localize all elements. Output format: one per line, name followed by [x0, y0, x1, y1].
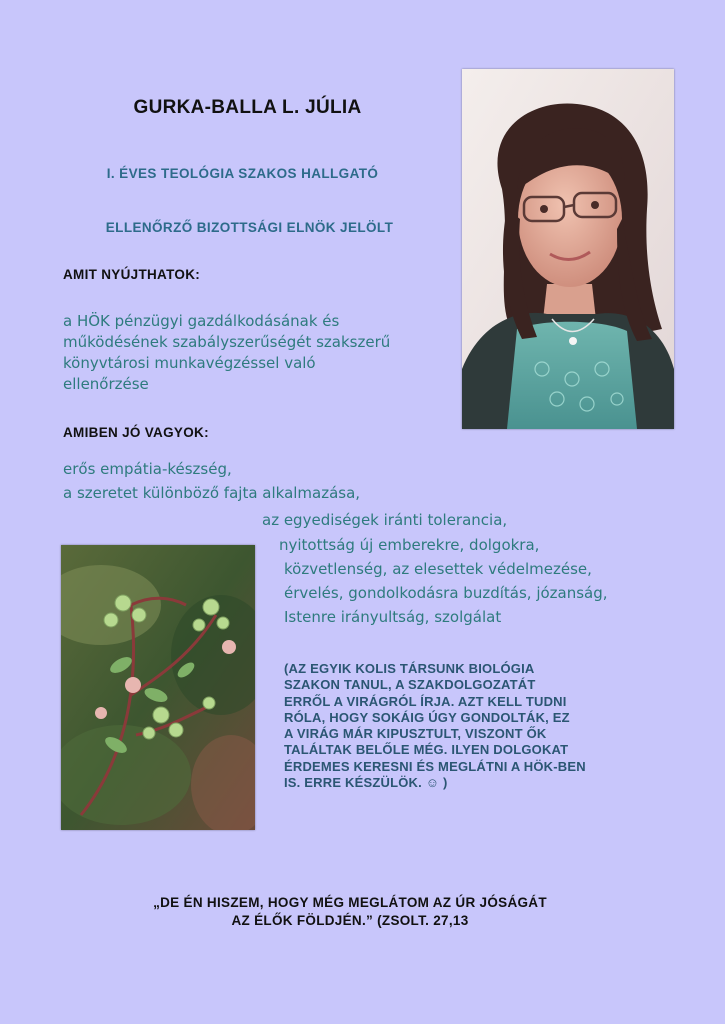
strength-line: közvetlenség, az elesettek védelmezése, — [284, 560, 592, 578]
quote-line: AZ ÉLŐK FÖLDJÉN.” (ZSOLT. 27,13 — [231, 913, 469, 928]
note-line: TALÁLTAK BELŐLE MÉG. ILYEN DOLGOKAT — [284, 742, 569, 758]
note-line: (AZ EGYIK KOLIS TÁRSUNK BIOLÓGIA — [284, 661, 535, 676]
note-line: RÓLA, HOGY SOKÁIG ÚGY GONDOLTÁK, EZ — [284, 709, 570, 725]
offer-line: a HÖK pénzügyi gazdálkodásának és — [63, 312, 340, 330]
offer-line: ellenőrzése — [63, 375, 149, 393]
note-line: IS. ERRE KÉSZÜLÖK. ☺ ) — [284, 775, 448, 791]
offer-heading: AMIT NYÚJTHATOK: — [63, 267, 201, 282]
candidate-position: ELLENŐRZŐ BIZOTTSÁGI ELNÖK JELÖLT — [105, 220, 394, 235]
strength-line: az egyediségek iránti tolerancia, — [262, 511, 508, 529]
candidate-program: I. ÉVES TEOLÓGIA SZAKOS HALLGATÓ — [106, 166, 379, 181]
strength-line: erős empátia-készség, — [63, 460, 232, 478]
note-line: SZAKON TANUL, A SZAKDOLGOZATÁT — [284, 677, 536, 693]
offer-line: működésének szabályszerűségét szakszerű — [63, 333, 391, 351]
candidate-photo — [462, 69, 674, 429]
note-line: A VIRÁG MÁR KIPUSZTULT, VISZONT ŐK — [284, 726, 547, 742]
strength-line: nyitottság új emberekre, dolgokra, — [279, 536, 540, 554]
note-line: ERRŐL A VIRÁGRÓL ÍRJA. AZT KELL TUDNI — [284, 693, 567, 709]
offer-paragraph — [63, 311, 403, 395]
strength-line: a szeretet különböző fajta alkalmazása, — [63, 484, 361, 502]
candidate-name: GURKA-BALLA L. JÚLIA — [133, 97, 362, 118]
flower-photo — [61, 545, 255, 830]
quote-line: „DE ÉN HISZEM, HOGY MÉG MEGLÁTOM AZ ÚR JÓSÁGÁT — [153, 895, 547, 910]
note-line: ÉRDEMES KERESNI ÉS MEGLÁTNI A HÖK-BEN — [284, 758, 586, 774]
offer-line: könyvtárosi munkavégzéssel való — [63, 354, 316, 372]
strength-line: Istenre irányultság, szolgálat — [284, 608, 502, 626]
bible-quote — [95, 894, 605, 930]
strength-line: érvelés, gondolkodásra buzdítás, józanság, — [284, 584, 608, 602]
flower-note — [284, 661, 654, 791]
strengths-heading: AMIBEN JÓ VAGYOK: — [63, 425, 209, 440]
